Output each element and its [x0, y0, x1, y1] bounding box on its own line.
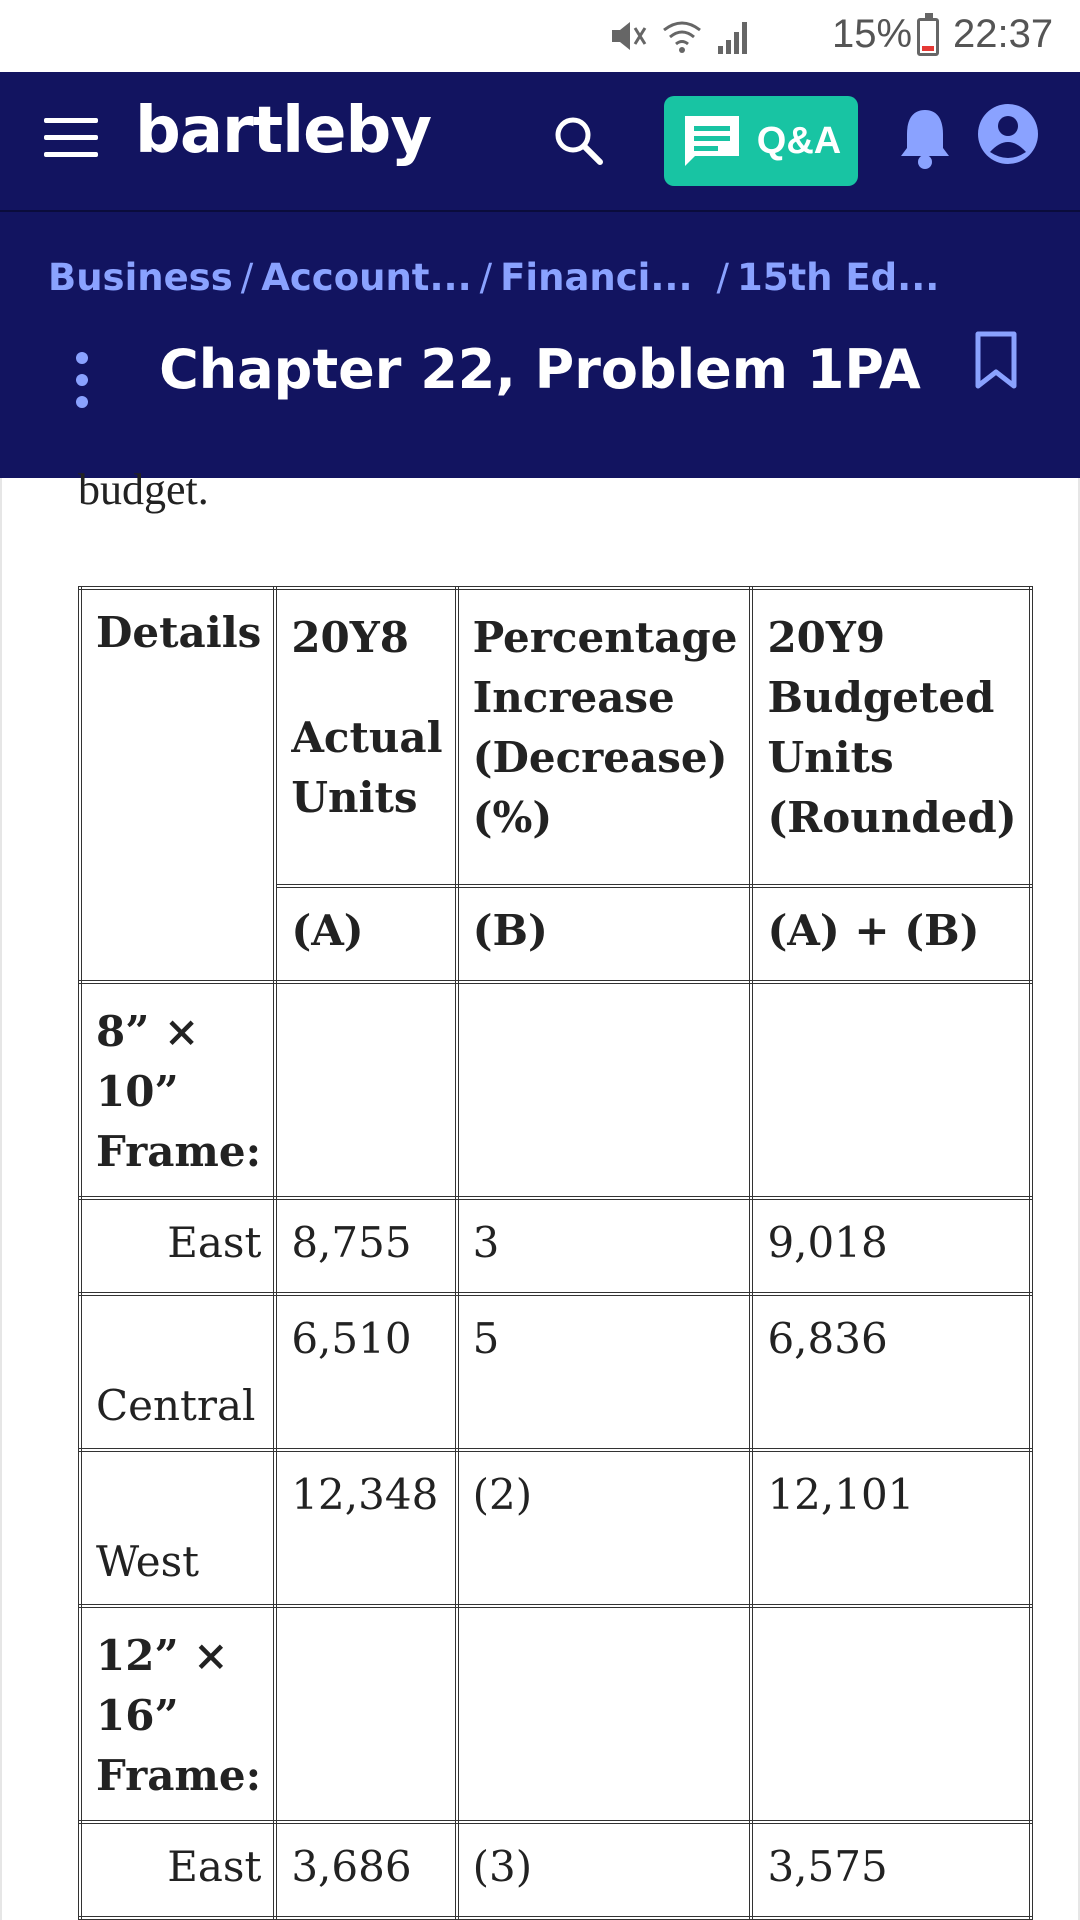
table-cell — [275, 982, 456, 1198]
subheader-a-plus-b: (A) + (B) — [751, 886, 1030, 982]
actual-cell: 12,348 — [275, 1450, 456, 1606]
breadcrumb-separator: / — [479, 256, 493, 299]
mute-icon — [608, 16, 648, 56]
pct-cell: 5 — [457, 1294, 752, 1450]
breadcrumb — [48, 256, 939, 299]
signal-icon — [716, 16, 752, 56]
table-cell — [275, 1606, 456, 1822]
status-bar — [0, 0, 1080, 72]
budget-cell: 6,836 — [751, 1294, 1030, 1450]
table-cell — [457, 1606, 752, 1822]
actual-cell: 6,510 — [275, 1294, 456, 1450]
pct-cell: (2) — [457, 1450, 752, 1606]
table-header-row — [80, 588, 1031, 886]
header-details: Details — [80, 588, 275, 982]
actual-cell: 3,686 — [275, 1822, 456, 1918]
pct-cell: (3) — [457, 1822, 752, 1918]
breadcrumb-item-business[interactable]: Business — [48, 256, 233, 299]
table-cell — [751, 1606, 1030, 1822]
battery-icon — [917, 18, 939, 56]
subheader-b: (B) — [457, 886, 752, 982]
pct-cell: 3 — [457, 1198, 752, 1294]
breadcrumb-item-edition[interactable]: 15th Ed... — [737, 256, 940, 299]
region-cell: West — [80, 1450, 275, 1606]
table-row — [80, 1450, 1031, 1606]
breadcrumb-separator: / — [240, 256, 254, 299]
region-cell: East — [80, 1198, 275, 1294]
brand-logo[interactable]: bartleby — [135, 94, 432, 168]
table-row — [80, 982, 1031, 1198]
header-actual-units: 20Y8 Actual Units — [275, 588, 456, 886]
header-budgeted-units: 20Y9 Budgeted Units (Rounded) — [751, 588, 1030, 886]
breadcrumb-item-financial[interactable]: Financi... — [500, 256, 693, 299]
solution-content — [0, 465, 1080, 1920]
actual-cell: 8,755 — [275, 1198, 456, 1294]
region-cell: Central — [80, 1294, 275, 1450]
subheader-a: (A) — [275, 886, 456, 982]
budget-table — [78, 586, 1033, 1920]
wifi-icon — [660, 16, 704, 56]
breadcrumb-item-accounting[interactable]: Account... — [261, 256, 472, 299]
chat-icon — [681, 112, 743, 170]
group-label-8x10: 8” × 10” Frame: — [80, 982, 275, 1198]
qa-label: Q&A — [756, 119, 842, 162]
budget-cell: 9,018 — [751, 1198, 1030, 1294]
header-percentage: Percentage Increase (Decrease) (%) — [457, 588, 752, 886]
clock: 22:37 — [953, 12, 1054, 56]
table-cell — [751, 982, 1030, 1198]
problem-header — [0, 212, 1080, 478]
budget-cell: 3,575 — [751, 1822, 1030, 1918]
breadcrumb-separator: / — [716, 256, 729, 299]
bookmark-icon[interactable] — [974, 330, 1018, 390]
lead-text: budget. — [78, 465, 209, 514]
qa-button[interactable] — [664, 96, 858, 186]
region-cell: East — [80, 1822, 275, 1918]
status-icons — [608, 16, 752, 56]
app-bar — [0, 72, 1080, 212]
user-account-icon[interactable] — [976, 102, 1040, 166]
notification-bell-icon[interactable] — [897, 104, 953, 170]
table-row — [80, 1294, 1031, 1450]
table-row — [80, 1606, 1031, 1822]
hamburger-menu-icon[interactable] — [44, 118, 98, 158]
budget-cell: 12,101 — [751, 1450, 1030, 1606]
table-row — [80, 1198, 1031, 1294]
group-label-12x16: 12” × 16” Frame: — [80, 1606, 275, 1822]
page-title: Chapter 22, Problem 1PA — [159, 338, 921, 401]
search-icon[interactable] — [550, 112, 606, 168]
battery-percent: 15% — [832, 12, 913, 56]
table-row — [80, 1822, 1031, 1918]
table-cell — [457, 982, 752, 1198]
